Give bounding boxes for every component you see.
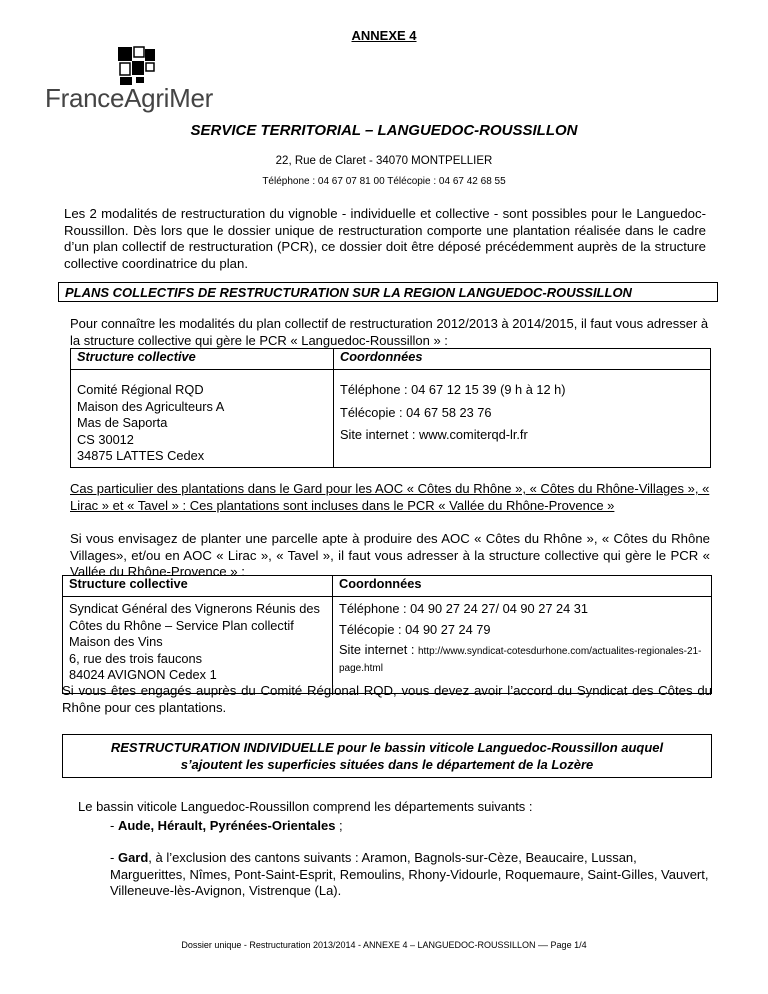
rqd-agreement-note: Si vous êtes engagés auprès du Comité Régional RQD, vous devez avoir l’accord du Syndicat des Côtes du Rhône pour ces plantations. (62, 683, 712, 715)
departments-list-item: - Aude, Hérault, Pyrénées-Orientales ; (110, 818, 343, 833)
annexe-title: ANNEXE 4 (351, 28, 417, 43)
structure-line: Côtes du Rhône – Service Plan collectif (69, 617, 294, 633)
coordonnees-cell (334, 370, 711, 468)
col-coordonnees-header: Coordonnées (334, 349, 711, 370)
website-link[interactable]: Site internet : www.comiterqd-lr.fr (340, 427, 528, 442)
department-names: Aude, Hérault, Pyrénées-Orientales (117, 818, 336, 833)
heading-line: s’ajoutent les superficies situées dans le département de la Lozère (180, 757, 594, 772)
intro-paragraph: Les 2 modalités de restructuration du vignoble - individuelle et collective - sont possibles pour le Languedoc-Roussillon. Dès lors que le dossier unique de restructuration comporte une plantation réalisée dans le cadre d’un plan collectif de restructuration (PCR), ce dossier doit être déposé précédemment auprès de la structure collective coordinatrice du plan. (64, 206, 706, 271)
structure-line: CS 30012 (77, 431, 134, 447)
structure-line: Syndicat Général des Vignerons Réunis des (69, 601, 320, 616)
service-phone-fax: Téléphone : 04 67 07 81 00 Télécopie : 04 67 42 68 55 (262, 176, 506, 187)
fax-text: Télécopie : 04 67 58 23 76 (340, 404, 492, 420)
phone-text: Téléphone : 04 67 12 15 39 (9 h à 12 h) (340, 382, 566, 397)
restructuration-individuelle-heading (62, 734, 712, 778)
department-name: Gard (117, 850, 149, 865)
structure-cell (63, 597, 333, 694)
departments-list-item: - Gard, à l’exclusion des cantons suivants : Aramon, Bagnols-sur-Cèze, Beaucaire, Lussan, Marguerittes, Nîmes, Pont-Saint-Esprit, Remoulins, Rhony-Vidourle, Roquemaure, Saint-Gilles, Vauvert, Villeneuve-lès-Avignon, Vistrenque (La). (110, 850, 709, 898)
pcr-rhone-table (62, 575, 712, 694)
list-punctuation: ; (335, 818, 343, 833)
structure-line: 34875 LATTES Cedex (77, 448, 205, 463)
structure-cell (71, 370, 334, 468)
structure-line: 84024 AVIGNON Cedex 1 (69, 667, 217, 682)
gard-case-title: Cas particulier des plantations dans le Gard pour les AOC « Côtes du Rhône », « Côtes du Rhône-Villages », « Lirac » et « Tavel » : Ces plantations sont incluses dans le PCR « Vallée du Rhône-Provence » (70, 481, 710, 513)
bassin-intro-text: Le bassin viticole Languedoc-Roussillon comprend les départements suivants : (78, 799, 533, 814)
website-label: Site internet : (339, 642, 418, 657)
department-exclusions: , à l’exclusion des cantons suivants : Aramon, Bagnols-sur-Cèze, Beaucaire, Lussan, Marguerittes, Nîmes, Pont-Saint-Esprit, Remoulins, Rhony-Vidourle, Roquemaure, Saint-Gilles, Vauvert, Villeneuve-lès-Avignon, Vistrenque (La). (110, 850, 709, 898)
website-entry (339, 642, 705, 675)
service-address: 22, Rue de Claret - 34070 MONTPELLIER (275, 155, 493, 167)
heading-line: RESTRUCTURATION INDIVIDUELLE pour le bassin viticole Languedoc-Roussillon auquel (110, 740, 664, 755)
structure-line: 6, rue des trois faucons (69, 650, 203, 666)
pcr-intro-text: Pour connaître les modalités du plan collectif de restructuration 2012/2013 à 2014/2015, il faut vous adresser à la structure collective qui gère le PCR « Languedoc-Roussillon » : (70, 316, 709, 348)
service-title: SERVICE TERRITORIAL – LANGUEDOC-ROUSSILLON (190, 122, 578, 139)
pcr-lr-table (70, 348, 711, 468)
structure-line: Comité Régional RQD (77, 382, 204, 397)
structure-line: Mas de Saporta (77, 415, 168, 430)
plans-collectifs-heading: PLANS COLLECTIFS DE RESTRUCTURATION SUR LA REGION LANGUEDOC-ROUSSILLON (58, 282, 718, 302)
col-structure-header: Structure collective (63, 576, 333, 597)
fax-text: Télécopie : 04 90 27 24 79 (339, 621, 491, 637)
col-structure-header: Structure collective (71, 349, 334, 370)
page-footer: Dossier unique - Restructuration 2013/2014 - ANNEXE 4 – LANGUEDOC-ROUSSILLON –– Page 1/4 (181, 940, 587, 950)
col-coordonnees-header: Coordonnées (333, 576, 712, 597)
logo-wordmark: FranceAgriMer (45, 83, 214, 113)
structure-line: Maison des Agriculteurs A (77, 398, 225, 414)
structure-line: Maison des Vins (69, 634, 163, 649)
website-link[interactable]: http://www.syndicat-cotesdurhone.com/actualites-regionales-21-page.html (339, 646, 702, 674)
phone-text: Téléphone : 04 90 27 24 27/ 04 90 27 24 31 (339, 601, 589, 616)
coordonnees-cell (333, 597, 712, 694)
gard-case-text: Si vous envisagez de planter une parcelle apte à produire des AOC « Côtes du Rhône », « Côtes du Rhône Villages», et/ou en AOC « Lirac », « Tavel », il faut vous adresser à la structure collective qui gère le PCR « Vallée du Rhône-Provence » : (70, 531, 710, 580)
